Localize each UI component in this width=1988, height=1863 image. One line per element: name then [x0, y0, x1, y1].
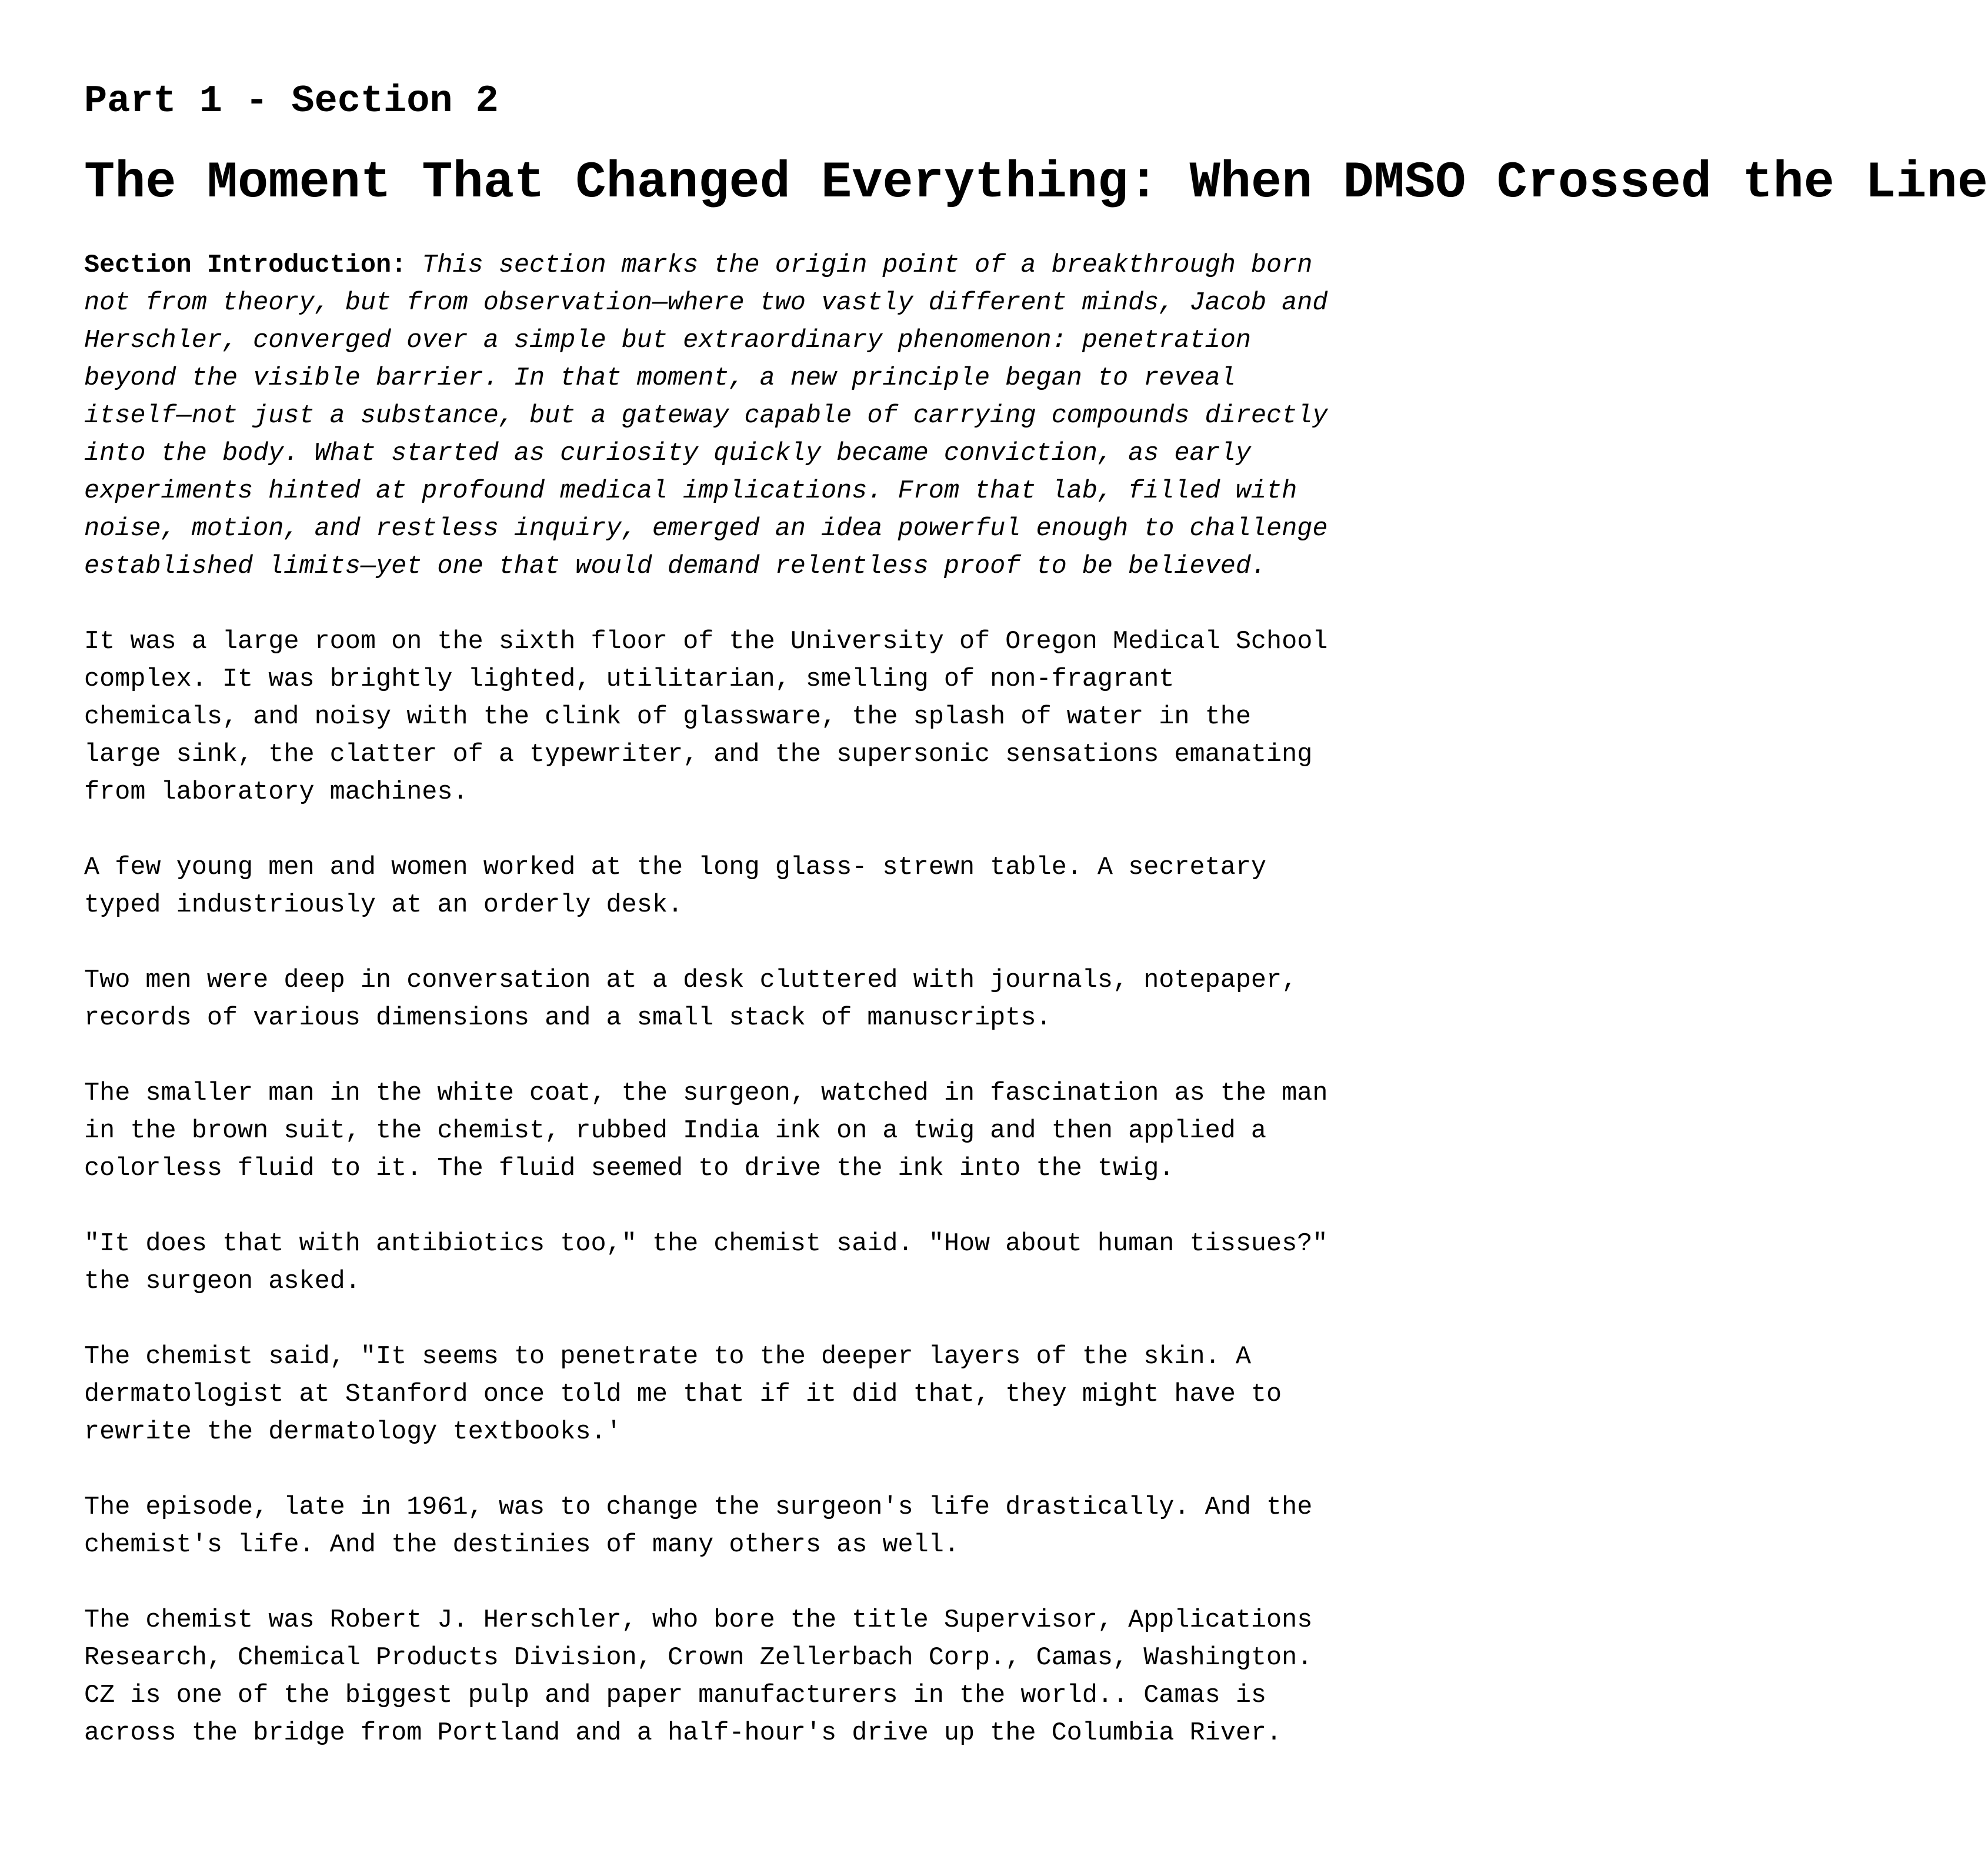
intro-text-line: not from theory, but from observation—where two vastly different minds, Jacob and: [84, 289, 1328, 318]
body-paragraph: [84, 1489, 1390, 1564]
intro-text-line: beyond the visible barrier. In that moment, a new principle began to reveal: [84, 364, 1236, 393]
paragraph-line: complex. It was brightly lighted, utilitarian, smelling of non-fragrant: [84, 665, 1175, 694]
paragraph-line: Two men were deep in conversation at a desk cluttered with journals, notepaper,: [84, 966, 1297, 995]
paragraph-line: chemist's life. And the destinies of many others as well.: [84, 1531, 959, 1560]
paragraph-line: colorless fluid to it. The fluid seemed to drive the ink into the twig.: [84, 1154, 1175, 1183]
part-heading: Part 1 - Section 2: [84, 79, 499, 123]
body-paragraph: [84, 962, 1390, 1037]
paragraph-line: It was a large room on the sixth floor of the University of Oregon Medical School: [84, 627, 1328, 656]
paragraph-line: Research, Chemical Products Division, Crown Zellerbach Corp., Camas, Washington.: [84, 1644, 1313, 1672]
paragraph-line: large sink, the clatter of a typewriter, and the supersonic sensations emanating: [84, 740, 1313, 769]
body-paragraph: [84, 1602, 1390, 1752]
body-paragraph: [84, 1338, 1390, 1451]
intro-text-line: noise, motion, and restless inquiry, emerged an idea powerful enough to challenge: [84, 515, 1328, 543]
paragraph-line: The episode, late in 1961, was to change the surgeon's life drastically. And the: [84, 1493, 1313, 1522]
intro-text-line: Herschler, converged over a simple but extraordinary phenomenon: penetration: [84, 326, 1251, 355]
document-page: [84, 79, 1988, 1790]
section-title: The Moment That Changed Everything: When DMSO Crossed the Line: [84, 155, 1988, 212]
paragraph-line: the surgeon asked.: [84, 1267, 361, 1296]
section-introduction: [84, 247, 1390, 586]
body-paragraph: [84, 1226, 1390, 1301]
body-paragraph: [84, 849, 1390, 924]
paragraph-line: dermatologist at Stanford once told me that if it did that, they might have to: [84, 1380, 1282, 1409]
paragraph-line: "It does that with antibiotics too," the chemist said. "How about human tissues?": [84, 1230, 1328, 1258]
paragraph-line: CZ is one of the biggest pulp and paper manufacturers in the world.. Camas is: [84, 1681, 1267, 1710]
paragraph-line: in the brown suit, the chemist, rubbed India ink on a twig and then applied a: [84, 1117, 1267, 1146]
body-paragraphs: [84, 623, 1390, 1752]
paragraph-line: The chemist said, "It seems to penetrate to the deeper layers of the skin. A: [84, 1343, 1251, 1371]
paragraph-line: across the bridge from Portland and a half-hour's drive up the Columbia River.: [84, 1719, 1282, 1748]
paragraph-line: from laboratory machines.: [84, 778, 468, 807]
paragraph-line: records of various dimensions and a small stack of manuscripts.: [84, 1004, 1052, 1033]
body-paragraph: [84, 623, 1390, 812]
paragraph-line: rewrite the dermatology textbooks.': [84, 1418, 622, 1447]
body-paragraph: [84, 1075, 1390, 1188]
intro-text-line: experiments hinted at profound medical implications. From that lab, filled with: [84, 477, 1297, 506]
intro-text-line: established limits—yet one that would demand relentless proof to be believed.: [84, 552, 1267, 581]
paragraph-line: The smaller man in the white coat, the surgeon, watched in fascination as the man: [84, 1079, 1328, 1108]
intro-text-line: This section marks the origin point of a breakthrough born: [406, 251, 1313, 280]
intro-label: Section Introduction:: [84, 251, 407, 280]
paragraph-line: A few young men and women worked at the long glass- strewn table. A secretary: [84, 853, 1267, 882]
paragraph-line: The chemist was Robert J. Herschler, who bore the title Supervisor, Applications: [84, 1606, 1313, 1635]
intro-first-line: [84, 247, 1390, 285]
paragraph-line: typed industriously at an orderly desk.: [84, 891, 683, 920]
intro-text-line: itself—not just a substance, but a gateway capable of carrying compounds directly: [84, 402, 1328, 430]
paragraph-line: chemicals, and noisy with the clink of glassware, the splash of water in the: [84, 703, 1251, 732]
intro-text-line: into the body. What started as curiosity quickly became conviction, as early: [84, 439, 1251, 468]
